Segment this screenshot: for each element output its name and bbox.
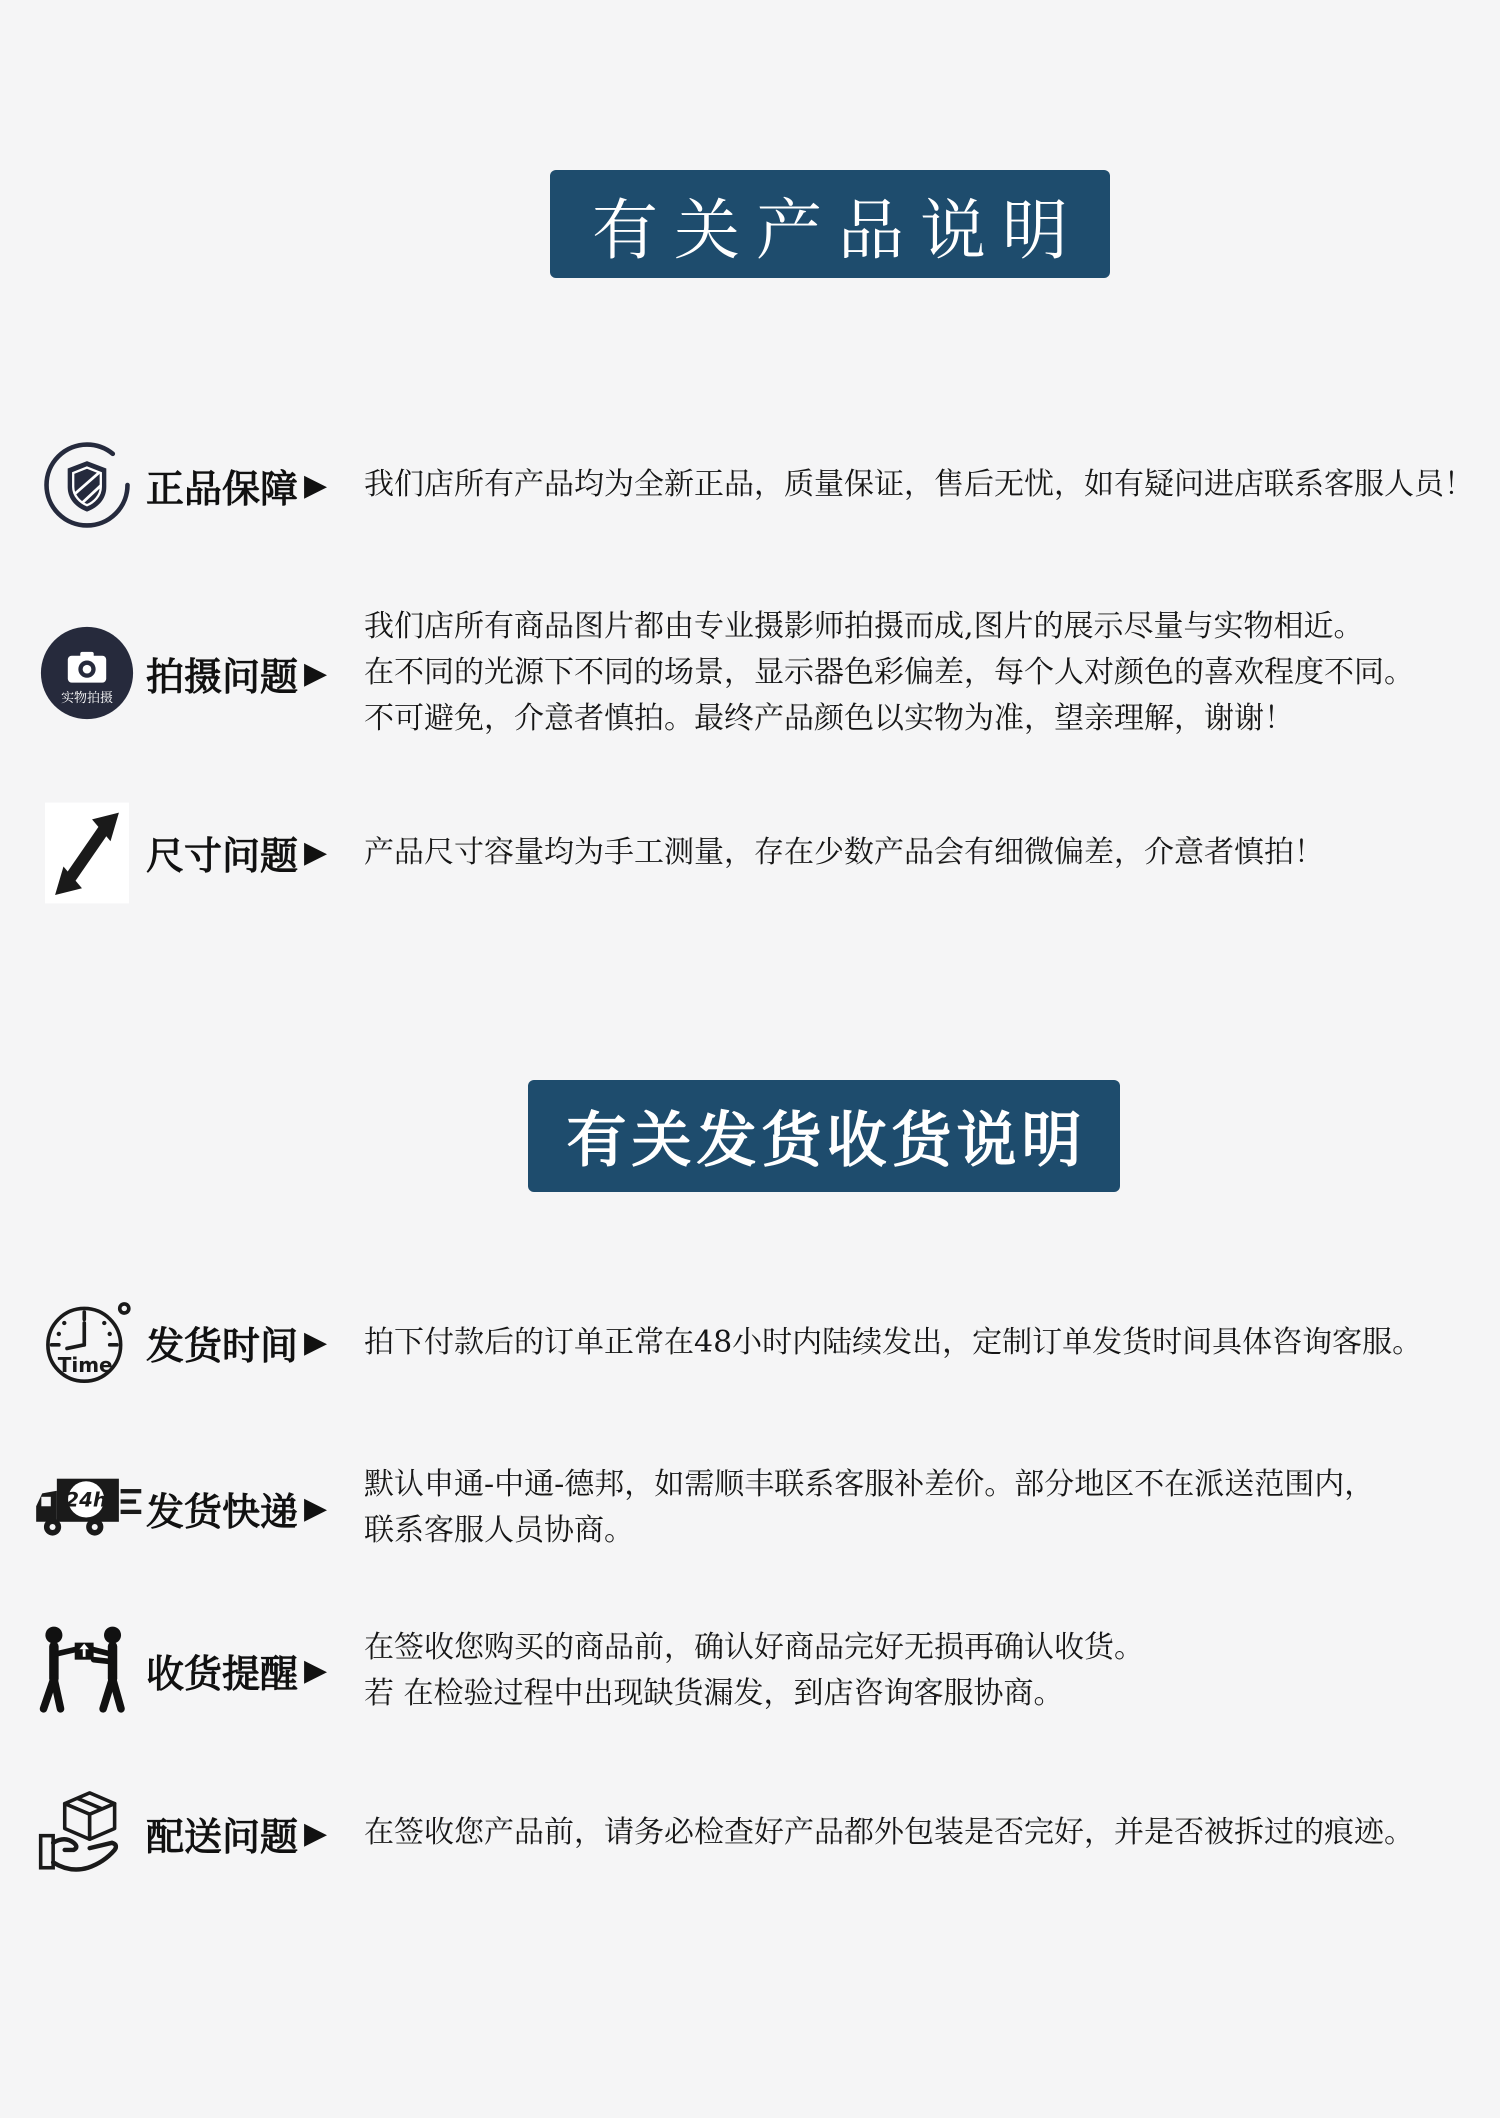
- row-label: 收货提醒 ▶: [146, 1652, 328, 1696]
- triangle-bullet-icon: ▶: [304, 1490, 328, 1526]
- product-section-title-text: 有关产品说明: [592, 191, 1084, 269]
- description-line: 拍下付款后的订单正常在48小时内陆续发出，定制订单发货时间具体咨询客服。: [364, 1324, 1423, 1360]
- description-line: 若 在检验过程中出现缺货漏发，到店咨询客服协商。: [364, 1675, 1064, 1711]
- row-label: 配送问题 ▶: [146, 1814, 328, 1859]
- svg-text:24h: 24h: [65, 1488, 107, 1512]
- row-description: [364, 1462, 1374, 1554]
- description-line: 默认申通-中通-德邦，如需顺丰联系客服补差价。部分地区不在派送范围内，: [364, 1467, 1375, 1502]
- triangle-bullet-icon: ▶: [304, 655, 328, 691]
- triangle-bullet-icon: ▶: [304, 1325, 328, 1360]
- handover-people-icon: [28, 1623, 146, 1719]
- description-line: 联系客服人员协商。: [364, 1513, 634, 1548]
- svg-text:Time: Time: [57, 1352, 113, 1377]
- row-description: [364, 1625, 1144, 1717]
- row-label: 发货时间 ▶: [146, 1324, 328, 1368]
- description-line: 不可避免，介意者慎拍。最终产品颜色以实物为准，望亲理解，谢谢！: [364, 701, 1294, 736]
- hand-holding-box-icon: [28, 1782, 146, 1884]
- row-description: [364, 462, 1474, 508]
- description-line: 我们店所有产品均为全新正品，质量保证，售后无忧，如有疑问进店联系客服人员！: [364, 467, 1474, 502]
- svg-text:实物拍摄: 实物拍摄: [61, 690, 113, 706]
- clock-icon: [28, 1296, 146, 1390]
- row-description: [364, 1810, 1414, 1856]
- row-shipping-courier: [28, 1448, 1490, 1568]
- row-delivery-issue: [28, 1778, 1490, 1888]
- row-label: 发货快递 ▶: [146, 1489, 328, 1534]
- row-shipping-time: [28, 1290, 1490, 1395]
- row-size-issue: [28, 795, 1490, 910]
- description-line: 我们店所有商品图片都由专业摄影师拍摄而成,图片的展示尽量与实物相近。: [364, 609, 1364, 644]
- row-label: 拍摄问题 ▶: [146, 654, 328, 699]
- resize-arrows-icon: [28, 801, 146, 905]
- row-label: 正品保障 ▶: [146, 466, 328, 511]
- description-line: 产品尺寸容量均为手工测量，存在少数产品会有细微偏差，介意者慎拍！: [364, 834, 1324, 870]
- description-line: 在不同的光源下不同的场景，显示器色彩偏差，每个人对颜色的喜欢程度不同。: [364, 655, 1414, 690]
- description-line: 在签收您产品前，请务必检查好产品都外包装是否完好，并是否被拆过的痕迹。: [364, 1815, 1414, 1850]
- row-authentic-guarantee: [28, 430, 1490, 540]
- row-label: 尺寸问题 ▶: [146, 834, 328, 878]
- shipping-section-title: [528, 1080, 1120, 1192]
- description-line: 在签收您购买的商品前，确认好商品完好无损再确认收货。: [364, 1629, 1144, 1665]
- product-section-title: [550, 170, 1110, 278]
- truck-icon: [28, 1463, 146, 1553]
- row-description: [364, 1320, 1422, 1366]
- shield-icon: [28, 439, 146, 531]
- triangle-bullet-icon: ▶: [304, 1815, 328, 1851]
- triangle-bullet-icon: ▶: [304, 467, 328, 503]
- shipping-section-title-text: 有关发货收货说明: [566, 1106, 1087, 1176]
- camera-icon: [28, 625, 146, 721]
- triangle-bullet-icon: ▶: [304, 835, 328, 870]
- row-receiving-reminder: [28, 1608, 1490, 1733]
- row-photography-issue: [28, 598, 1490, 748]
- row-description: [364, 830, 1324, 876]
- triangle-bullet-icon: ▶: [304, 1653, 328, 1688]
- row-description: [364, 604, 1414, 742]
